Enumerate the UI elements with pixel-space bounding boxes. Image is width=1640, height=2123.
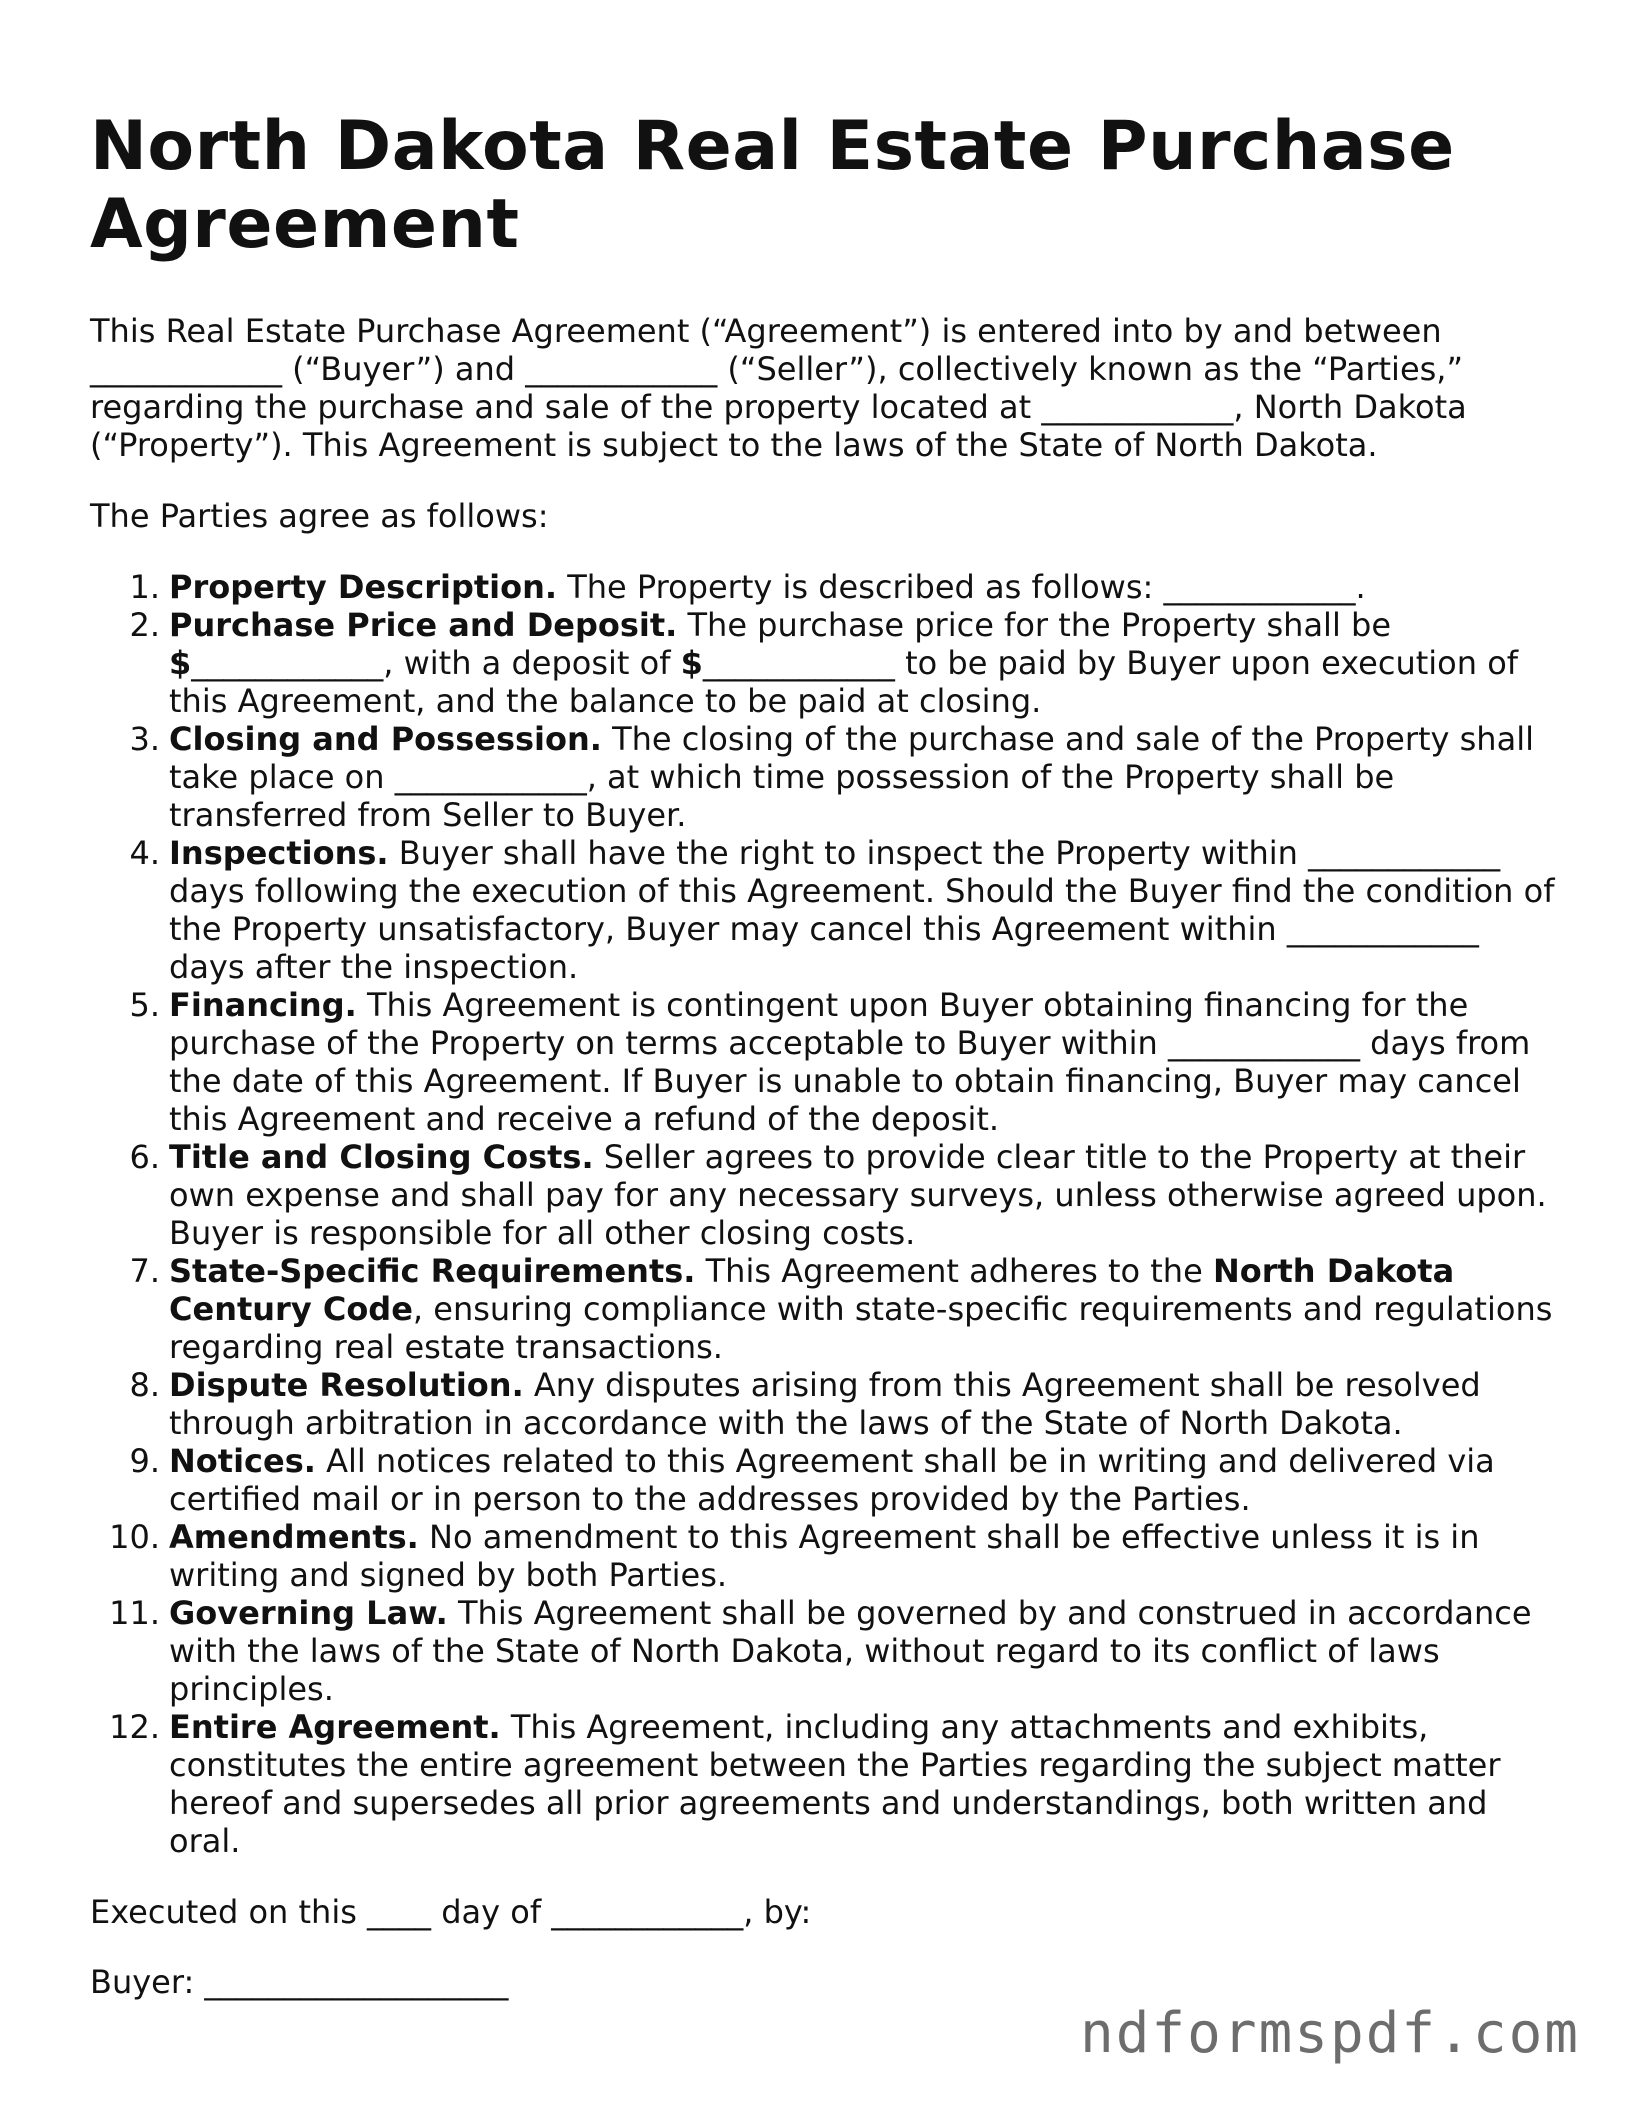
clause-number: 7. <box>129 1252 160 1290</box>
clause-2 <box>90 606 1560 720</box>
execution-line: Executed on this ____ day of ____________, by: <box>90 1893 812 1931</box>
clause-number: 6. <box>129 1138 160 1176</box>
clause-8 <box>90 1366 1560 1442</box>
clause-number: 1. <box>129 568 160 606</box>
clause-heading: Notices. <box>169 1442 316 1480</box>
document-title: North Dakota Real Estate Purchase Agreement <box>90 107 1455 264</box>
clause-12 <box>90 1708 1560 1860</box>
clause-number: 8. <box>129 1366 160 1404</box>
watermark: ndformspdf.com <box>1079 2001 1580 2066</box>
clause-3 <box>90 720 1560 834</box>
clause-number: 9. <box>129 1442 160 1480</box>
clause-heading: Governing Law. <box>169 1594 448 1632</box>
clause-heading: Amendments. <box>169 1518 419 1556</box>
clause-text: , ensuring compliance with state-specific requirements and regulations regarding real estate transactions. <box>169 1290 1553 1366</box>
clause-heading: Financing. <box>169 986 357 1024</box>
clause-number: 2. <box>129 606 160 644</box>
clause-list <box>90 568 1560 1860</box>
dollar-sign: $ <box>169 644 192 682</box>
document-page <box>90 108 1560 2001</box>
clause-heading: Purchase Price and Deposit. <box>169 606 678 644</box>
clause-heading: Inspections. <box>169 834 389 872</box>
clause-heading: Dispute Resolution. <box>169 1366 524 1404</box>
dollar-sign: $ <box>680 644 703 682</box>
clause-9 <box>90 1442 1560 1518</box>
clause-text: ____________ to be paid by Buyer upon execution of this Agreement, and the balance to be paid at closing. <box>169 644 1519 720</box>
clause-11 <box>90 1594 1560 1708</box>
clause-heading: Entire Agreement. <box>169 1708 501 1746</box>
clause-text: Any disputes arising from this Agreement shall be resolved through arbitration in accordance with the laws of the State of North Dakota. <box>169 1366 1481 1442</box>
clause-heading: Closing and Possession. <box>169 720 602 758</box>
clause-text: All notices related to this Agreement shall be in writing and delivered via certified mail or in person to the addresses provided by the Parties. <box>169 1442 1495 1518</box>
clause-text: This Agreement adheres to the <box>695 1252 1213 1290</box>
clause-4 <box>90 834 1560 986</box>
clause-1 <box>90 568 1560 606</box>
clause-heading: Title and Closing Costs. <box>169 1138 594 1176</box>
clause-heading: State-Specific Requirements. <box>169 1252 696 1290</box>
clause-text: This Agreement, including any attachments and exhibits, constitutes the entire agreement between the Parties regarding the subject matter hereof and supersedes all prior agreements and understandings, both written and oral. <box>169 1708 1501 1860</box>
clause-text: Buyer shall have the right to inspect the Property within ____________ days following the execution of this Agreement. Should the Buyer find the condition of the Property unsatisfactory, Buyer may cancel this Agreement within ____________ days after the inspection. <box>169 834 1555 986</box>
clause-heading: Property Description. <box>169 568 558 606</box>
clause-number: 11. <box>109 1594 160 1632</box>
clause-number: 3. <box>129 720 160 758</box>
clause-text: This Agreement shall be governed by and construed in accordance with the laws of the State of North Dakota, without regard to its conflict of laws principles. <box>169 1594 1532 1708</box>
clause-text: No amendment to this Agreement shall be effective unless it is in writing and signed by both Parties. <box>169 1518 1480 1594</box>
clause-10 <box>90 1518 1560 1594</box>
clause-number: 4. <box>129 834 160 872</box>
clause-7 <box>90 1252 1560 1366</box>
clause-text: This Agreement is contingent upon Buyer obtaining financing for the purchase of the Property on terms acceptable to Buyer within ____________ days from the date of this Agreement. If Buyer is unable to obtain financing, Buyer may cancel this Agreement and receive a refund of the deposit. <box>169 986 1531 1138</box>
clause-text: The closing of the purchase and sale of the Property shall take place on ____________, at which time possession of the Property shall be transferred from Seller to Buyer. <box>169 720 1534 834</box>
clause-text: The purchase price for the Property shall be <box>677 606 1391 644</box>
clause-text: Seller agrees to provide clear title to the Property at their own expense and shall pay for any necessary surveys, unless otherwise agreed upon. Buyer is responsible for all other closing costs. <box>169 1138 1547 1252</box>
code-reference: North Dakota Century Code <box>169 1252 1455 1328</box>
buyer-signature-line: Buyer: ___________________ <box>90 1963 509 2001</box>
clause-text: ____________, with a deposit of <box>191 644 681 682</box>
clause-text: The Property is described as follows: ____________. <box>557 568 1366 606</box>
clause-5 <box>90 986 1560 1138</box>
clause-number: 10. <box>109 1518 160 1556</box>
agreement-lead-in: The Parties agree as follows: <box>90 497 549 535</box>
clause-number: 12. <box>109 1708 160 1746</box>
clause-number: 5. <box>129 986 160 1024</box>
clause-6 <box>90 1138 1560 1252</box>
intro-paragraph: This Real Estate Purchase Agreement (“Agreement”) is entered into by and between ____________ (“Buyer”) and ____________ (“Seller”), collectively known as the “Parties,” regarding the purchase and sale of the property located at ____________, North Dakota (“Property”). This Agreement is subject to the laws of the State of North Dakota. <box>90 312 1467 464</box>
